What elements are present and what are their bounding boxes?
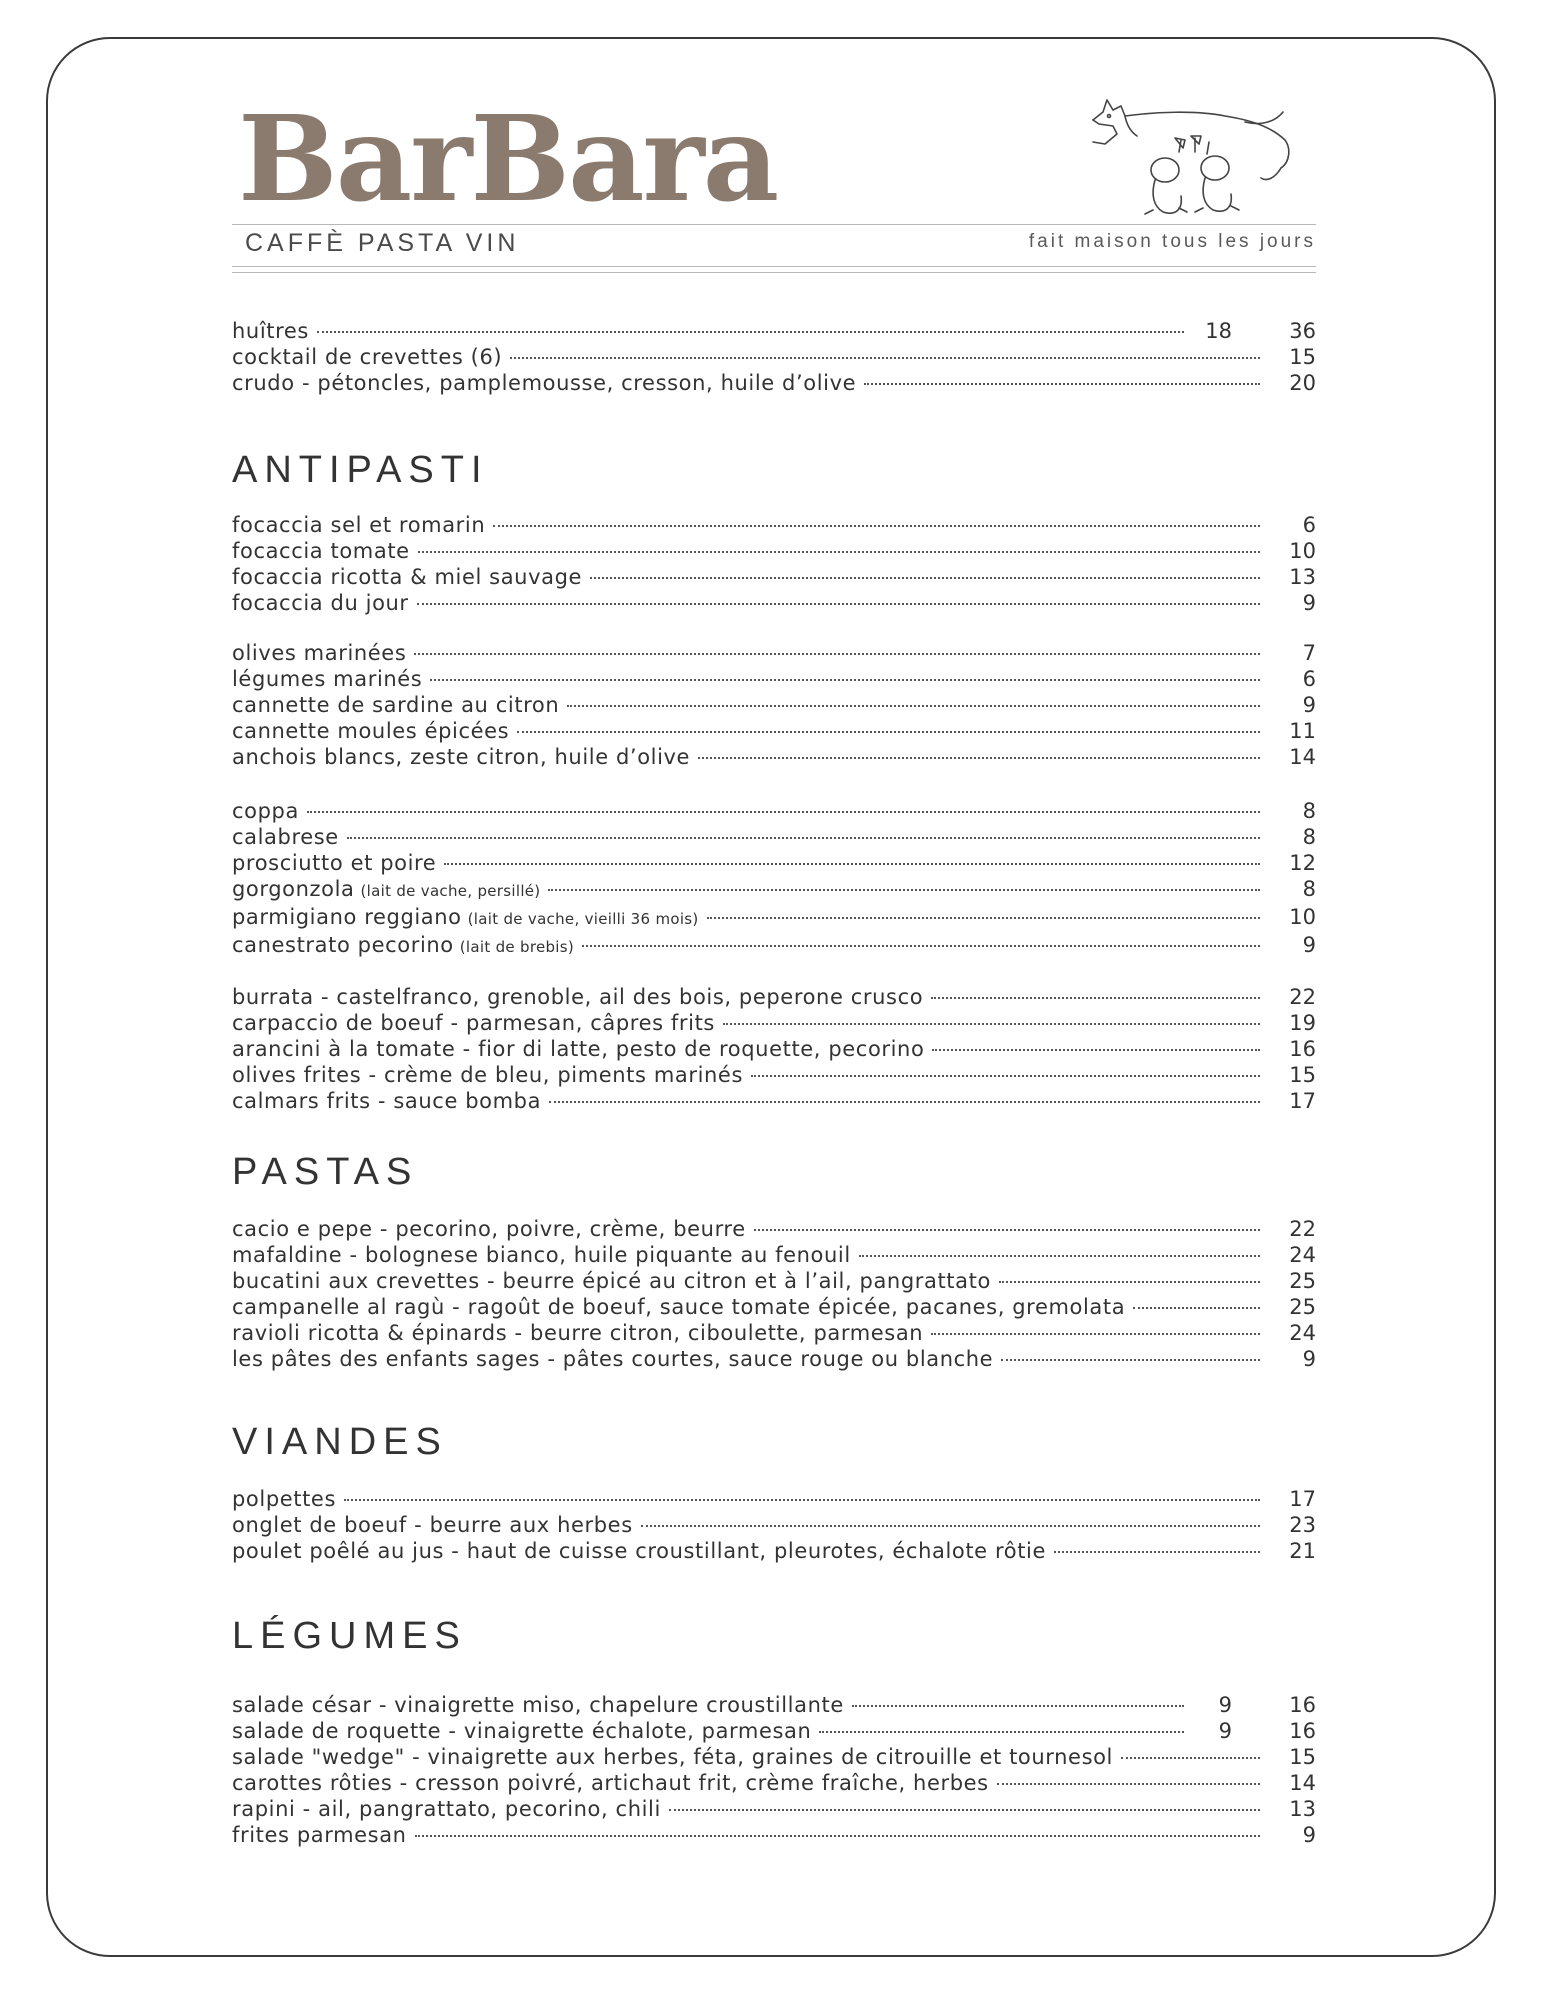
item-price: 14 bbox=[1289, 1771, 1316, 1795]
wolf-with-twins-illustration bbox=[1085, 82, 1305, 222]
dot-leader bbox=[317, 331, 1184, 333]
item-price: 17 bbox=[1289, 1089, 1316, 1113]
item-name: parmigiano reggiano bbox=[232, 905, 462, 929]
item-price: 9 bbox=[1302, 591, 1316, 615]
item-price: 15 bbox=[1289, 1745, 1316, 1769]
menu-item bbox=[232, 1822, 1316, 1848]
menu-item bbox=[232, 344, 1316, 370]
item-name: focaccia du jour bbox=[232, 591, 409, 615]
item-price: 36 bbox=[1289, 319, 1316, 343]
item-price: 9 bbox=[1302, 1823, 1316, 1847]
dot-leader bbox=[669, 1809, 1260, 1811]
restaurant-subtitle: CAFFÈ PASTA VIN bbox=[245, 229, 520, 257]
item-price: 23 bbox=[1289, 1513, 1316, 1537]
item-name: gorgonzola bbox=[232, 877, 355, 901]
antipasti-group bbox=[232, 798, 1316, 960]
dot-leader bbox=[1133, 1307, 1260, 1309]
item-price: 10 bbox=[1289, 905, 1316, 929]
dot-leader bbox=[582, 945, 1260, 947]
dot-leader bbox=[931, 1333, 1260, 1335]
item-price: 16 bbox=[1289, 1719, 1316, 1743]
header-rule-top bbox=[232, 224, 1316, 225]
menu-item bbox=[232, 1512, 1316, 1538]
dot-leader bbox=[415, 1835, 1260, 1837]
item-name: bucatini aux crevettes - beurre épicé au citron et à l’ail, pangrattato bbox=[232, 1269, 991, 1293]
dot-leader bbox=[510, 357, 1260, 359]
item-price: 15 bbox=[1289, 1063, 1316, 1087]
item-price: 19 bbox=[1289, 1011, 1316, 1035]
item-price: 12 bbox=[1289, 851, 1316, 875]
item-price: 17 bbox=[1289, 1487, 1316, 1511]
dot-leader bbox=[641, 1525, 1260, 1527]
item-name: légumes marinés bbox=[232, 667, 423, 691]
dot-leader bbox=[430, 679, 1260, 681]
menu-item bbox=[232, 666, 1316, 692]
item-name: rapini - ail, pangrattato, pecorino, chili bbox=[232, 1797, 661, 1821]
dot-leader bbox=[517, 731, 1260, 733]
menu-item bbox=[232, 984, 1316, 1010]
dot-leader bbox=[417, 603, 1260, 605]
item-price: 15 bbox=[1289, 345, 1316, 369]
header-rule-bottom bbox=[232, 266, 1316, 267]
menu-item bbox=[232, 824, 1316, 850]
antipasti-group bbox=[232, 640, 1316, 770]
item-name: frites parmesan bbox=[232, 1823, 407, 1847]
menu-item bbox=[232, 370, 1316, 396]
item-name: coppa bbox=[232, 799, 299, 823]
item-price: 8 bbox=[1302, 799, 1316, 823]
item-name: salade césar - vinaigrette miso, chapelure croustillante bbox=[232, 1693, 844, 1717]
menu-item bbox=[232, 876, 1316, 904]
dot-leader bbox=[852, 1705, 1184, 1707]
dot-leader bbox=[864, 383, 1260, 385]
item-price: 24 bbox=[1289, 1243, 1316, 1267]
item-price: 16 bbox=[1289, 1037, 1316, 1061]
item-name: prosciutto et poire bbox=[232, 851, 437, 875]
item-name: poulet poêlé au jus - haut de cuisse croustillant, pleurotes, échalote rôtie bbox=[232, 1539, 1046, 1563]
dot-leader bbox=[707, 917, 1260, 919]
menu-item bbox=[232, 1320, 1316, 1346]
menu-item bbox=[232, 904, 1316, 932]
antipasti-group bbox=[232, 984, 1316, 1114]
menu-item bbox=[232, 798, 1316, 824]
raw-bar-section bbox=[232, 318, 1316, 396]
item-price: 6 bbox=[1302, 513, 1316, 537]
menu-item bbox=[232, 640, 1316, 666]
dot-leader bbox=[1054, 1551, 1260, 1553]
menu-item bbox=[232, 744, 1316, 770]
menu-item bbox=[232, 1692, 1316, 1718]
menu-item bbox=[232, 1010, 1316, 1036]
menu-item bbox=[232, 1036, 1316, 1062]
item-name: les pâtes des enfants sages - pâtes courtes, sauce rouge ou blanche bbox=[232, 1347, 994, 1371]
item-name: cacio e pepe - pecorino, poivre, crème, beurre bbox=[232, 1217, 746, 1241]
dot-leader bbox=[819, 1731, 1184, 1733]
menu-item bbox=[232, 512, 1316, 538]
item-name: ravioli ricotta & épinards - beurre citron, ciboulette, parmesan bbox=[232, 1321, 924, 1345]
item-name: burrata - castelfranco, grenoble, ail des bois, peperone crusco bbox=[232, 985, 924, 1009]
menu-item bbox=[232, 318, 1316, 344]
dot-leader bbox=[859, 1255, 1260, 1257]
antipasti-group bbox=[232, 512, 1316, 616]
item-note: (lait de vache, persillé) bbox=[360, 882, 541, 900]
dot-leader bbox=[698, 757, 1260, 759]
item-name: olives frites - crème de bleu, piments marinés bbox=[232, 1063, 743, 1087]
item-price: 9 bbox=[1302, 1347, 1316, 1371]
legumes-group bbox=[232, 1692, 1316, 1848]
item-name: cannette de sardine au citron bbox=[232, 693, 560, 717]
item-name: salade de roquette - vinaigrette échalote, parmesan bbox=[232, 1719, 812, 1743]
item-price: 9 bbox=[1302, 693, 1316, 717]
item-name: focaccia tomate bbox=[232, 539, 410, 563]
dot-leader bbox=[754, 1229, 1260, 1231]
menu-item bbox=[232, 1088, 1316, 1114]
menu-item bbox=[232, 590, 1316, 616]
menu-item bbox=[232, 1062, 1316, 1088]
menu-item bbox=[232, 1346, 1316, 1372]
item-name: carpaccio de boeuf - parmesan, câpres frits bbox=[232, 1011, 715, 1035]
item-name: mafaldine - bolognese bianco, huile piquante au fenouil bbox=[232, 1243, 851, 1267]
menu-item bbox=[232, 1744, 1316, 1770]
item-name: cannette moules épicées bbox=[232, 719, 510, 743]
item-name: focaccia ricotta & miel sauvage bbox=[232, 565, 583, 589]
item-name: campanelle al ragù - ragoût de boeuf, sauce tomate épicée, pacanes, gremolata bbox=[232, 1295, 1126, 1319]
dot-leader bbox=[931, 997, 1260, 999]
item-price: 16 bbox=[1289, 1693, 1316, 1717]
menu-item bbox=[232, 1268, 1316, 1294]
dot-leader bbox=[549, 1101, 1260, 1103]
dot-leader bbox=[344, 1499, 1260, 1501]
item-name: carottes rôties - cresson poivré, artichaut frit, crème fraîche, herbes bbox=[232, 1771, 989, 1795]
dot-leader bbox=[997, 1783, 1260, 1785]
item-price: 9 bbox=[1302, 933, 1316, 957]
dot-leader bbox=[999, 1281, 1260, 1283]
item-name: crudo - pétoncles, pamplemousse, cresson, huile d’olive bbox=[232, 371, 857, 395]
item-price: 24 bbox=[1289, 1321, 1316, 1345]
item-price-small: 9 bbox=[1218, 1719, 1232, 1743]
item-price: 25 bbox=[1289, 1269, 1316, 1293]
dot-leader bbox=[418, 551, 1260, 553]
restaurant-logo: BarBara bbox=[238, 89, 778, 228]
dot-leader bbox=[590, 577, 1260, 579]
header-rule-bottom-2 bbox=[232, 272, 1316, 273]
menu-item bbox=[232, 538, 1316, 564]
item-name: polpettes bbox=[232, 1487, 336, 1511]
section-title-pastas: PASTAS bbox=[232, 1151, 419, 1193]
dot-leader bbox=[751, 1075, 1260, 1077]
item-name: canestrato pecorino bbox=[232, 933, 454, 957]
item-price: 8 bbox=[1302, 877, 1316, 901]
item-price: 22 bbox=[1289, 985, 1316, 1009]
item-price: 10 bbox=[1289, 539, 1316, 563]
item-price: 21 bbox=[1289, 1539, 1316, 1563]
dot-leader bbox=[723, 1023, 1260, 1025]
item-price: 20 bbox=[1289, 371, 1316, 395]
item-price: 11 bbox=[1289, 719, 1316, 743]
menu-item bbox=[232, 718, 1316, 744]
item-price: 7 bbox=[1302, 641, 1316, 665]
dot-leader bbox=[567, 705, 1260, 707]
menu-item bbox=[232, 1718, 1316, 1744]
menu-item bbox=[232, 564, 1316, 590]
menu-item bbox=[232, 1486, 1316, 1512]
dot-leader bbox=[414, 653, 1260, 655]
item-price: 22 bbox=[1289, 1217, 1316, 1241]
item-name: calmars frits - sauce bomba bbox=[232, 1089, 542, 1113]
menu-item bbox=[232, 932, 1316, 960]
item-price-small: 18 bbox=[1205, 319, 1232, 343]
item-price: 25 bbox=[1289, 1295, 1316, 1319]
dot-leader bbox=[548, 889, 1260, 891]
menu-item bbox=[232, 1770, 1316, 1796]
menu-item bbox=[232, 850, 1316, 876]
item-note: (lait de brebis) bbox=[459, 938, 575, 956]
dot-leader bbox=[1001, 1359, 1260, 1361]
dot-leader bbox=[932, 1049, 1260, 1051]
item-name: cocktail de crevettes (6) bbox=[232, 345, 503, 369]
menu-item bbox=[232, 1216, 1316, 1242]
item-name: arancini à la tomate - fior di latte, pesto de roquette, pecorino bbox=[232, 1037, 925, 1061]
dot-leader bbox=[1121, 1757, 1260, 1759]
item-price: 14 bbox=[1289, 745, 1316, 769]
pastas-group bbox=[232, 1216, 1316, 1372]
item-name: huîtres bbox=[232, 319, 309, 343]
viandes-group bbox=[232, 1486, 1316, 1564]
section-title-viandes: VIANDES bbox=[232, 1421, 448, 1463]
menu-item bbox=[232, 1796, 1316, 1822]
restaurant-tagline: fait maison tous les jours bbox=[1028, 231, 1316, 252]
item-price: 6 bbox=[1302, 667, 1316, 691]
section-title-antipasti: ANTIPASTI bbox=[232, 449, 489, 491]
menu-item bbox=[232, 1294, 1316, 1320]
item-name: anchois blancs, zeste citron, huile d’olive bbox=[232, 745, 691, 769]
item-name: focaccia sel et romarin bbox=[232, 513, 486, 537]
item-price: 13 bbox=[1289, 1797, 1316, 1821]
menu-item bbox=[232, 692, 1316, 718]
item-name: onglet de boeuf - beurre aux herbes bbox=[232, 1513, 633, 1537]
item-name: olives marinées bbox=[232, 641, 407, 665]
item-name: salade "wedge" - vinaigrette aux herbes, féta, graines de citrouille et tournesol bbox=[232, 1745, 1113, 1769]
item-price-small: 9 bbox=[1218, 1693, 1232, 1717]
item-name: calabrese bbox=[232, 825, 339, 849]
section-title-legumes: LÉGUMES bbox=[232, 1615, 467, 1657]
menu-item bbox=[232, 1242, 1316, 1268]
menu-content bbox=[232, 318, 1316, 1848]
item-price: 8 bbox=[1302, 825, 1316, 849]
dot-leader bbox=[493, 525, 1260, 527]
item-note: (lait de vache, vieilli 36 mois) bbox=[467, 910, 699, 928]
dot-leader bbox=[444, 863, 1260, 865]
menu-item bbox=[232, 1538, 1316, 1564]
dot-leader bbox=[347, 837, 1260, 839]
dot-leader bbox=[307, 811, 1260, 813]
item-price: 13 bbox=[1289, 565, 1316, 589]
